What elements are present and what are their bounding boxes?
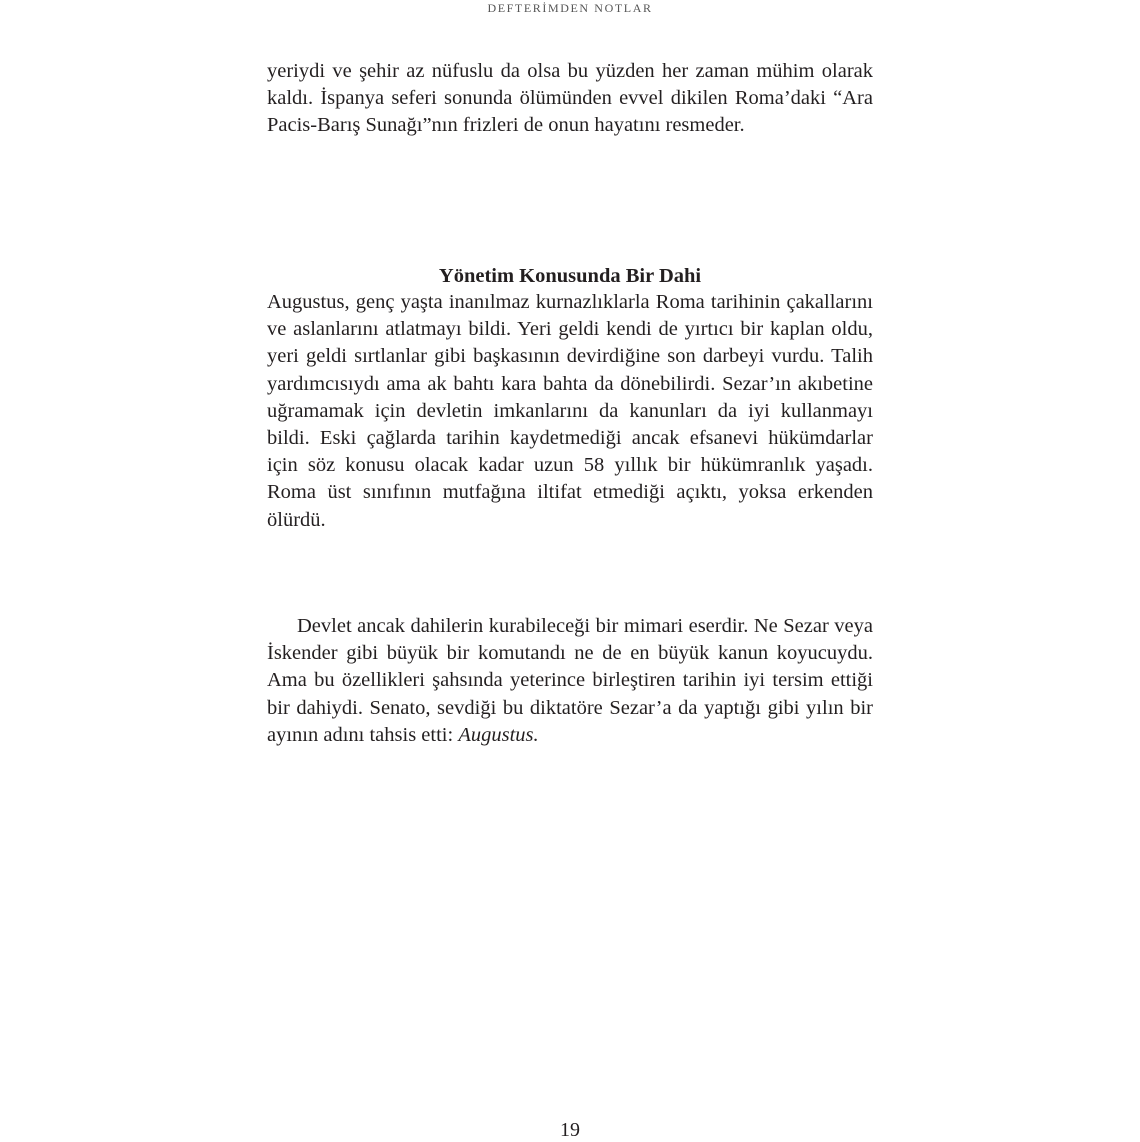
page-number: 19	[560, 1119, 580, 1141]
italic-month-name: Augustus.	[458, 723, 539, 746]
section-paragraph-2	[267, 613, 873, 749]
section-paragraph-1	[267, 289, 873, 534]
continuation-paragraph	[267, 58, 873, 140]
paragraph-text	[267, 613, 873, 749]
running-header: DEFTERİMDEN NOTLAR	[487, 1, 653, 15]
paragraph-text: yeriydi ve şehir az nüfuslu da olsa bu yüzden her zaman mühim olarak kaldı. İspanya seferi sonunda ölümünden evvel dikilen Roma’daki “Ara Pacis-Barış Sunağı”nın frizleri de onun hayatını resmeder.	[267, 60, 873, 137]
paragraph-body: Devlet ancak dahilerin kurabileceği bir mimari eserdir. Ne Sezar veya İskender gibi büyük bir komutandı ne de en büyük kanun koyucuydu. Ama bu özellikleri şahsında yeterince birleştiren tarihin iyi tersim ettiği bir dahiydi. Senato, sevdiği bu diktatöre Sezar’a da yaptığı gibi yılın bir ayının adını tahsis etti:	[267, 615, 873, 746]
paragraph-text: Augustus, genç yaşta inanılmaz kurnazlıklarla Roma tarihinin çakallarını ve aslanlarını atlatmayı bildi. Yeri geldi kendi de yırtıcı bir kaplan oldu, yeri geldi sırtlanlar gibi başkasının devirdiğine son darbeyi vurdu. Talih yardımcısıydı ama ak bahtı kara bahta da dönebilirdi. Sezar’ın akıbetine uğramamak için devletin imkanlarını da kanunları da iyi kullanmayı bildi. Eski çağlarda tarihin kaydetmediği ancak efsanevi hükümdarlar için söz konusu olacak kadar uzun 58 yıllık bir hükümranlık yaşadı. Roma üst sınıfının mutfağına iltifat etmediği açıktı, yoksa erkenden ölürdü.	[267, 291, 873, 531]
section-heading: Yönetim Konusunda Bir Dahi	[438, 265, 702, 287]
